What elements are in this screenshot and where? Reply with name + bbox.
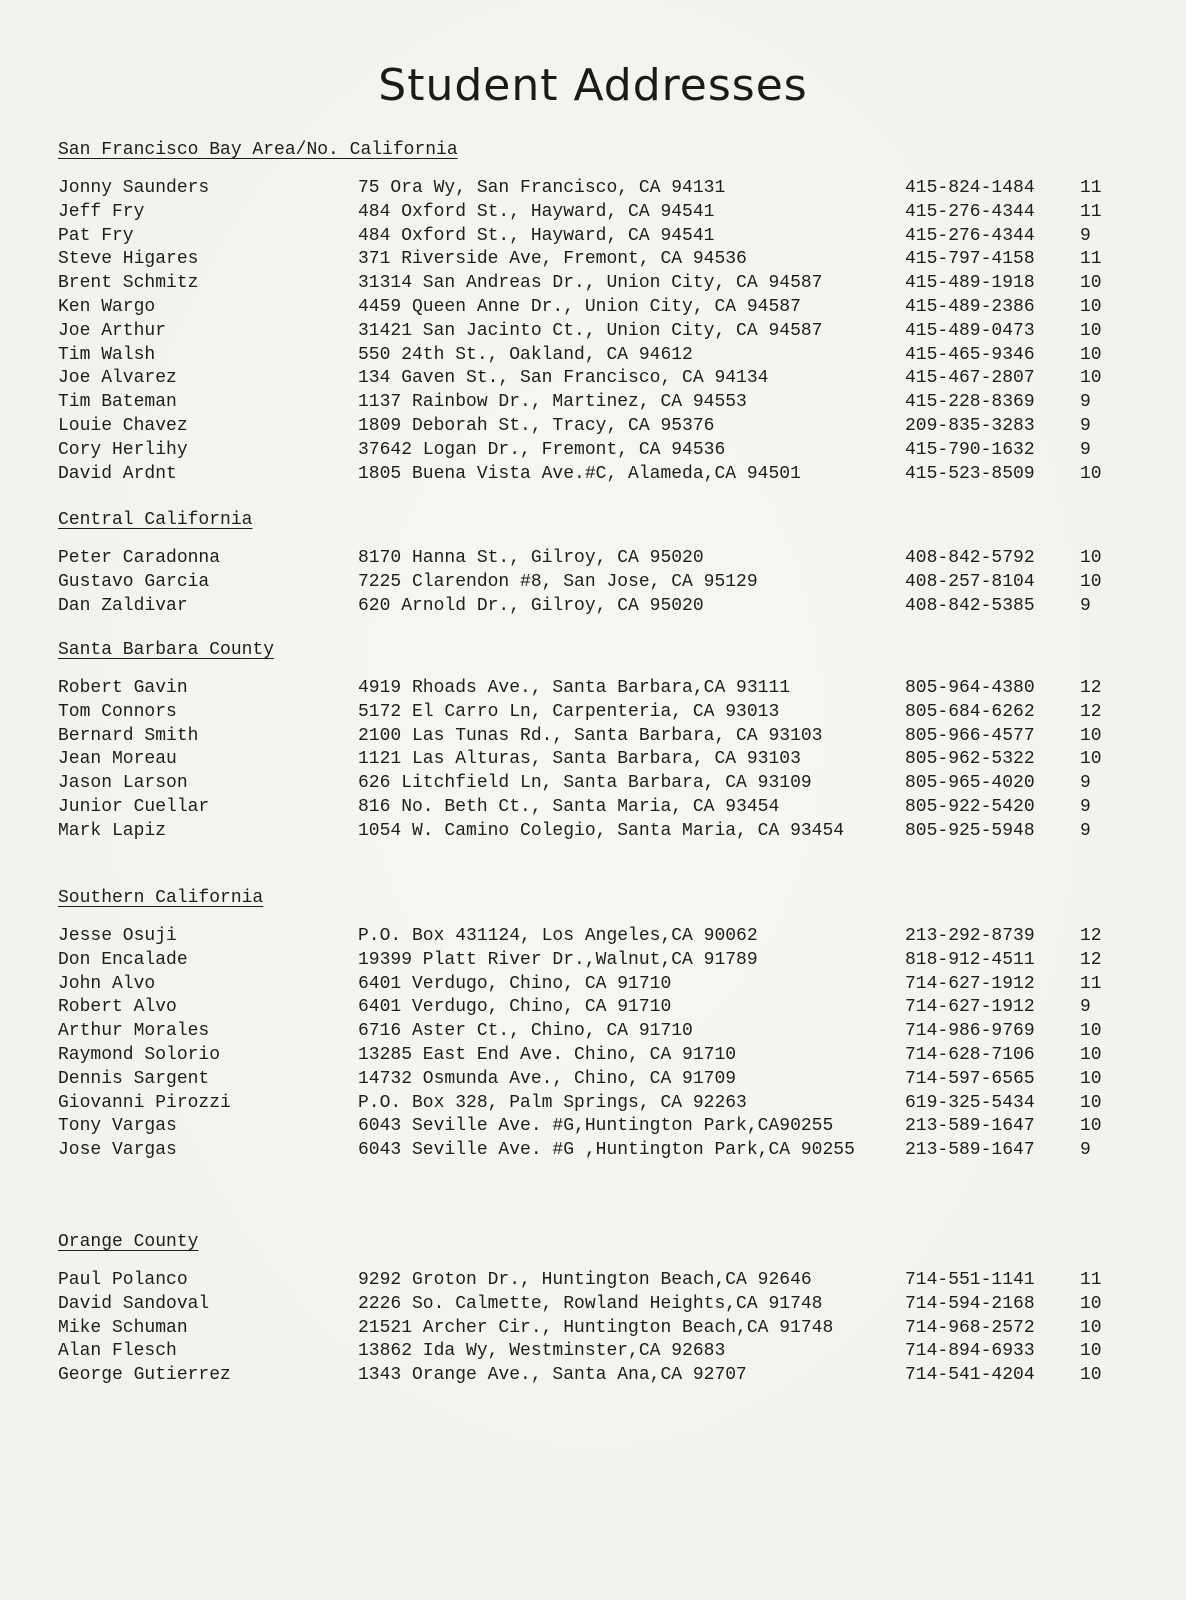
student-phone: 714-627-1912 [905, 973, 1035, 994]
student-row [0, 438, 1186, 462]
student-address: 13862 Ida Wy, Westminster,CA 92683 [358, 1341, 726, 1362]
student-row [0, 1114, 1186, 1138]
student-grade: 9 [1080, 416, 1091, 436]
student-grade: 9 [1080, 595, 1091, 616]
student-phone: 415-797-4158 [905, 249, 1035, 270]
section-heading: Orange County [58, 1232, 199, 1252]
student-row [0, 1091, 1186, 1115]
student-grade: 9 [1080, 225, 1091, 246]
student-name: Pat Fry [58, 225, 134, 246]
student-address: 37642 Logan Dr., Fremont, CA 94536 [358, 439, 726, 460]
student-phone: 415-276-4344 [905, 201, 1035, 222]
student-row [0, 319, 1186, 343]
student-name: Raymond Solorio [58, 1045, 221, 1065]
student-grade: 11 [1080, 1270, 1102, 1290]
student-row [0, 1292, 1186, 1316]
student-name: Steve Higares [58, 249, 199, 270]
student-address: 6401 Verdugo, Chino, CA 91710 [358, 973, 672, 994]
student-grade: 10 [1080, 548, 1102, 568]
student-phone: 408-257-8104 [905, 571, 1035, 592]
student-row [0, 1067, 1186, 1091]
student-name: Brent Schmitz [58, 273, 199, 294]
student-address: 816 No. Beth Ct., Santa Maria, CA 93454 [358, 797, 780, 817]
student-row [0, 390, 1186, 414]
student-grade: 10 [1080, 1116, 1102, 1137]
student-phone: 714-551-1141 [905, 1270, 1035, 1290]
student-row [0, 995, 1186, 1019]
student-name: Mike Schuman [58, 1317, 188, 1338]
student-row [0, 1363, 1186, 1387]
student-grade: 11 [1080, 178, 1102, 198]
student-row [0, 594, 1186, 618]
student-phone: 408-842-5792 [905, 548, 1035, 568]
student-row [0, 271, 1186, 295]
student-name: Jesse Osuji [58, 926, 177, 946]
student-name: Tim Walsh [58, 344, 156, 365]
student-grade: 9 [1080, 1140, 1091, 1161]
student-phone: 818-912-4511 [905, 949, 1035, 970]
student-address: 620 Arnold Dr., Gilroy, CA 95020 [358, 595, 704, 616]
student-phone: 805-922-5420 [905, 797, 1035, 817]
student-phone: 415-489-1918 [905, 273, 1035, 294]
student-phone: 805-925-5948 [905, 820, 1035, 841]
student-grade: 12 [1080, 926, 1102, 946]
student-phone: 805-964-4380 [905, 678, 1035, 698]
student-grade: 11 [1080, 973, 1102, 994]
student-grade: 10 [1080, 344, 1102, 365]
student-address: 6043 Seville Ave. #G,Huntington Park,CA90255 [358, 1116, 834, 1137]
student-address: 31314 San Andreas Dr., Union City, CA 94587 [358, 273, 823, 294]
student-address: 1054 W. Camino Colegio, Santa Maria, CA 93454 [358, 820, 845, 841]
student-name: Robert Gavin [58, 678, 188, 698]
student-address: 2226 So. Calmette, Rowland Heights,CA 91748 [358, 1293, 823, 1314]
student-phone: 415-276-4344 [905, 225, 1035, 246]
student-row [0, 366, 1186, 390]
student-address: 371 Riverside Ave, Fremont, CA 94536 [358, 249, 747, 270]
student-name: Peter Caradonna [58, 548, 221, 568]
student-name: Gustavo Garcia [58, 571, 210, 592]
section-heading: Central California [58, 510, 253, 530]
student-address: 5172 El Carro Ln, Carpenteria, CA 93013 [358, 701, 780, 722]
student-name: Tim Bateman [58, 392, 177, 413]
student-row [0, 724, 1186, 748]
student-phone: 415-489-0473 [905, 320, 1035, 341]
student-row [0, 200, 1186, 224]
student-row [0, 546, 1186, 570]
student-address: 1343 Orange Ave., Santa Ana,CA 92707 [358, 1365, 747, 1386]
student-address: P.O. Box 431124, Los Angeles,CA 90062 [358, 926, 758, 946]
student-grade: 11 [1080, 201, 1102, 222]
student-grade: 10 [1080, 320, 1102, 341]
student-grade: 10 [1080, 1092, 1102, 1113]
student-name: Alan Flesch [58, 1341, 177, 1362]
student-name: George Gutierrez [58, 1365, 231, 1386]
student-address: 6716 Aster Ct., Chino, CA 91710 [358, 1021, 693, 1042]
student-name: Mark Lapiz [58, 820, 167, 841]
student-address: 1805 Buena Vista Ave.#C, Alameda,CA 94501 [358, 463, 801, 484]
student-grade: 10 [1080, 725, 1102, 746]
student-address: 1809 Deborah St., Tracy, CA 95376 [358, 416, 715, 436]
student-row [0, 570, 1186, 594]
student-grade: 9 [1080, 439, 1091, 460]
student-address: 13285 East End Ave. Chino, CA 91710 [358, 1045, 737, 1065]
student-grade: 11 [1080, 249, 1102, 270]
student-address: 21521 Archer Cir., Huntington Beach,CA 91748 [358, 1317, 834, 1338]
student-row [0, 972, 1186, 996]
student-name: Arthur Morales [58, 1021, 210, 1042]
student-row [0, 224, 1186, 248]
student-phone: 209-835-3283 [905, 416, 1035, 436]
student-address: 14732 Osmunda Ave., Chino, CA 91709 [358, 1068, 737, 1089]
student-grade: 12 [1080, 678, 1102, 698]
student-phone: 213-589-1647 [905, 1140, 1035, 1161]
student-name: Ken Wargo [58, 297, 156, 317]
student-grade: 10 [1080, 273, 1102, 294]
student-phone: 415-489-2386 [905, 297, 1035, 317]
student-name: Robert Alvo [58, 997, 177, 1018]
student-name: Jean Moreau [58, 749, 177, 770]
student-grade: 9 [1080, 820, 1091, 841]
student-name: Giovanni Pirozzi [58, 1092, 231, 1113]
student-row [0, 819, 1186, 843]
student-name: Tony Vargas [58, 1116, 177, 1137]
student-grade: 10 [1080, 1317, 1102, 1338]
student-address: P.O. Box 328, Palm Springs, CA 92263 [358, 1092, 747, 1113]
student-grade: 10 [1080, 368, 1102, 389]
student-name: Dan Zaldivar [58, 595, 188, 616]
student-phone: 415-790-1632 [905, 439, 1035, 460]
student-grade: 10 [1080, 749, 1102, 770]
student-phone: 714-627-1912 [905, 997, 1035, 1018]
student-row [0, 1268, 1186, 1292]
student-name: John Alvo [58, 973, 156, 994]
student-phone: 714-986-9769 [905, 1021, 1035, 1042]
student-row [0, 795, 1186, 819]
student-phone: 805-966-4577 [905, 725, 1035, 746]
student-row [0, 176, 1186, 200]
student-grade: 10 [1080, 1293, 1102, 1314]
student-name: Paul Polanco [58, 1270, 188, 1290]
student-phone: 619-325-5434 [905, 1092, 1035, 1113]
student-phone: 415-523-8509 [905, 463, 1035, 484]
student-address: 8170 Hanna St., Gilroy, CA 95020 [358, 548, 704, 568]
student-address: 7225 Clarendon #8, San Jose, CA 95129 [358, 571, 758, 592]
student-row [0, 462, 1186, 486]
student-name: Junior Cuellar [58, 797, 210, 817]
student-row [0, 1339, 1186, 1363]
student-phone: 805-962-5322 [905, 749, 1035, 770]
student-grade: 10 [1080, 1341, 1102, 1362]
page-title: Student Addresses [378, 60, 808, 111]
student-grade: 12 [1080, 701, 1102, 722]
student-phone: 714-628-7106 [905, 1045, 1035, 1065]
student-grade: 10 [1080, 463, 1102, 484]
student-phone: 805-965-4020 [905, 773, 1035, 794]
student-name: Jose Vargas [58, 1140, 177, 1161]
student-address: 1137 Rainbow Dr., Martinez, CA 94553 [358, 392, 747, 413]
student-row [0, 771, 1186, 795]
student-name: Jeff Fry [58, 201, 145, 222]
student-name: Dennis Sargent [58, 1068, 210, 1089]
student-row [0, 1316, 1186, 1340]
student-address: 550 24th St., Oakland, CA 94612 [358, 344, 693, 365]
student-phone: 415-228-8369 [905, 392, 1035, 413]
student-phone: 714-541-4204 [905, 1365, 1035, 1386]
student-phone: 714-594-2168 [905, 1293, 1035, 1314]
section-heading: San Francisco Bay Area/No. California [58, 140, 458, 160]
student-phone: 213-589-1647 [905, 1116, 1035, 1137]
student-name: Don Encalade [58, 949, 188, 970]
student-address: 1121 Las Alturas, Santa Barbara, CA 93103 [358, 749, 801, 770]
student-grade: 10 [1080, 1365, 1102, 1386]
student-phone: 415-824-1484 [905, 178, 1035, 198]
student-address: 626 Litchfield Ln, Santa Barbara, CA 93109 [358, 773, 812, 794]
student-row [0, 1043, 1186, 1067]
student-grade: 10 [1080, 1045, 1102, 1065]
student-phone: 714-894-6933 [905, 1341, 1035, 1362]
student-grade: 10 [1080, 571, 1102, 592]
student-address: 9292 Groton Dr., Huntington Beach,CA 92646 [358, 1270, 812, 1290]
section-heading: Southern California [58, 888, 264, 908]
student-phone: 408-842-5385 [905, 595, 1035, 616]
student-row [0, 676, 1186, 700]
student-phone: 714-597-6565 [905, 1068, 1035, 1089]
student-row [0, 343, 1186, 367]
student-grade: 12 [1080, 949, 1102, 970]
student-phone: 415-465-9346 [905, 344, 1035, 365]
student-name: Joe Alvarez [58, 368, 177, 389]
student-name: Joe Arthur [58, 320, 167, 341]
student-name: Cory Herlihy [58, 439, 188, 460]
student-name: David Ardnt [58, 463, 177, 484]
student-address: 484 Oxford St., Hayward, CA 94541 [358, 201, 715, 222]
student-address: 484 Oxford St., Hayward, CA 94541 [358, 225, 715, 246]
student-name: Tom Connors [58, 701, 177, 722]
student-name: Bernard Smith [58, 725, 199, 746]
student-address: 19399 Platt River Dr.,Walnut,CA 91789 [358, 949, 758, 970]
student-name: Jason Larson [58, 773, 188, 794]
student-address: 31421 San Jacinto Ct., Union City, CA 94587 [358, 320, 823, 341]
student-grade: 9 [1080, 997, 1091, 1018]
student-address: 2100 Las Tunas Rd., Santa Barbara, CA 93103 [358, 725, 823, 746]
student-name: David Sandoval [58, 1293, 210, 1314]
student-address: 75 Ora Wy, San Francisco, CA 94131 [358, 178, 726, 198]
student-grade: 10 [1080, 297, 1102, 317]
student-address: 134 Gaven St., San Francisco, CA 94134 [358, 368, 769, 389]
student-row [0, 948, 1186, 972]
student-name: Jonny Saunders [58, 178, 210, 198]
student-row [0, 747, 1186, 771]
student-address: 6043 Seville Ave. #G ,Huntington Park,CA 90255 [358, 1140, 855, 1161]
student-row [0, 414, 1186, 438]
student-row [0, 295, 1186, 319]
student-grade: 10 [1080, 1021, 1102, 1042]
student-row [0, 1138, 1186, 1162]
student-address: 4459 Queen Anne Dr., Union City, CA 94587 [358, 297, 801, 317]
student-address: 4919 Rhoads Ave., Santa Barbara,CA 93111 [358, 678, 791, 698]
student-grade: 9 [1080, 773, 1091, 794]
section-heading: Santa Barbara County [58, 640, 275, 660]
student-grade: 9 [1080, 392, 1091, 413]
student-grade: 9 [1080, 797, 1091, 817]
student-phone: 805-684-6262 [905, 701, 1035, 722]
student-grade: 10 [1080, 1068, 1102, 1089]
student-row [0, 1019, 1186, 1043]
student-row [0, 247, 1186, 271]
student-address: 6401 Verdugo, Chino, CA 91710 [358, 997, 672, 1018]
student-name: Louie Chavez [58, 416, 188, 436]
student-row [0, 924, 1186, 948]
student-phone: 714-968-2572 [905, 1317, 1035, 1338]
student-phone: 415-467-2807 [905, 368, 1035, 389]
student-phone: 213-292-8739 [905, 926, 1035, 946]
student-row [0, 700, 1186, 724]
